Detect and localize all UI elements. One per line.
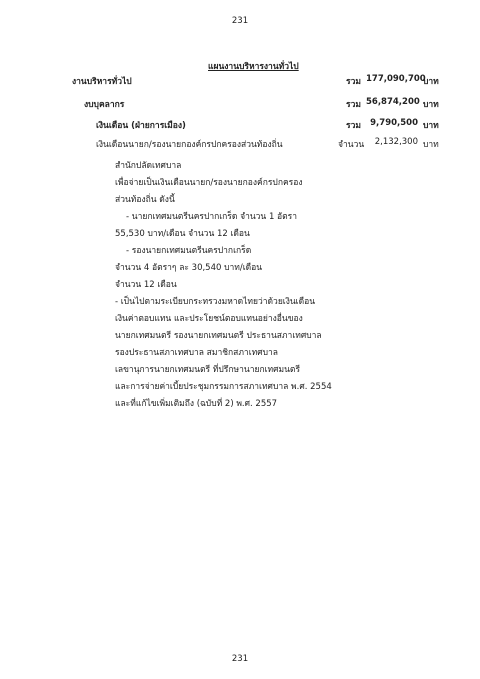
description-line: และการจ่ายค่าเบี้ยประชุมกรรมการสภาเทศบาล พ.ศ. 2554	[115, 382, 332, 392]
row-label-personnel: งบบุคลากร	[84, 100, 125, 110]
item-label: เงินเดือนนายก/รองนายกองค์กรปกครองส่วนท้องถิ่น	[96, 140, 283, 150]
row-tag-total: รวม	[346, 77, 361, 87]
description-line: เลขานุการนายกเทศมนตรี ที่ปรึกษานายกเทศมนตรี	[115, 365, 301, 375]
description-line: เงินค่าตอบแทน และประโยชน์ตอบแทนอย่างอื่นของ	[115, 314, 303, 324]
page-number-top: 231	[231, 16, 249, 26]
row-unit: บาท	[423, 100, 439, 110]
page-number-bottom: 231	[231, 654, 249, 664]
description-line: สำนักปลัดเทศบาล	[115, 161, 182, 171]
description-line: 55,530 บาท/เดือน จำนวน 12 เดือน	[115, 229, 250, 239]
description-line: รองประธานสภาเทศบาล สมาชิกสภาเทศบาล	[115, 348, 278, 358]
description-line: จำนวน 4 อัตราๆ ละ 30,540 บาท/เดือน	[115, 263, 263, 273]
row-amount: 177,090,700	[366, 74, 426, 84]
item-tag-amount: จำนวน	[338, 140, 365, 150]
row-tag-total: รวม	[346, 100, 361, 110]
description-line: จำนวน 12 เดือน	[115, 280, 177, 290]
description-line: - นายกเทศมนตรีนครปากเกร็ด จำนวน 1 อัตรา	[126, 212, 298, 222]
row-label-salary-political: เงินเดือน (ฝ่ายการเมือง)	[96, 121, 186, 131]
section-heading: แผนงานบริหารงานทั่วไป	[208, 62, 299, 72]
description-line: - เป็นไปตามระเบียบกระทรวงมหาดไทยว่าด้วยเงินเดือน	[115, 297, 316, 307]
description-line: นายกเทศมนตรี รองนายกเทศมนตรี ประธานสภาเทศบาล	[115, 331, 322, 341]
row-amount: 9,790,500	[370, 118, 418, 128]
description-line: - รองนายกเทศมนตรีนครปากเกร็ด	[126, 246, 252, 256]
row-label-general-admin: งานบริหารทั่วไป	[72, 77, 132, 87]
item-unit: บาท	[423, 140, 439, 150]
description-line: และที่แก้ไขเพิ่มเติมถึง (ฉบับที่ 2) พ.ศ. 2557	[115, 399, 278, 409]
description-line: เพื่อจ่ายเป็นเงินเดือนนายก/รองนายกองค์กรปกครอง	[115, 178, 303, 188]
item-amount: 2,132,300	[374, 137, 418, 147]
row-tag-total: รวม	[346, 121, 361, 131]
row-unit: บาท	[423, 77, 439, 87]
row-unit: บาท	[423, 121, 439, 131]
description-line: ส่วนท้องถิ่น ดังนี้	[115, 195, 175, 205]
row-amount: 56,874,200	[366, 97, 420, 107]
